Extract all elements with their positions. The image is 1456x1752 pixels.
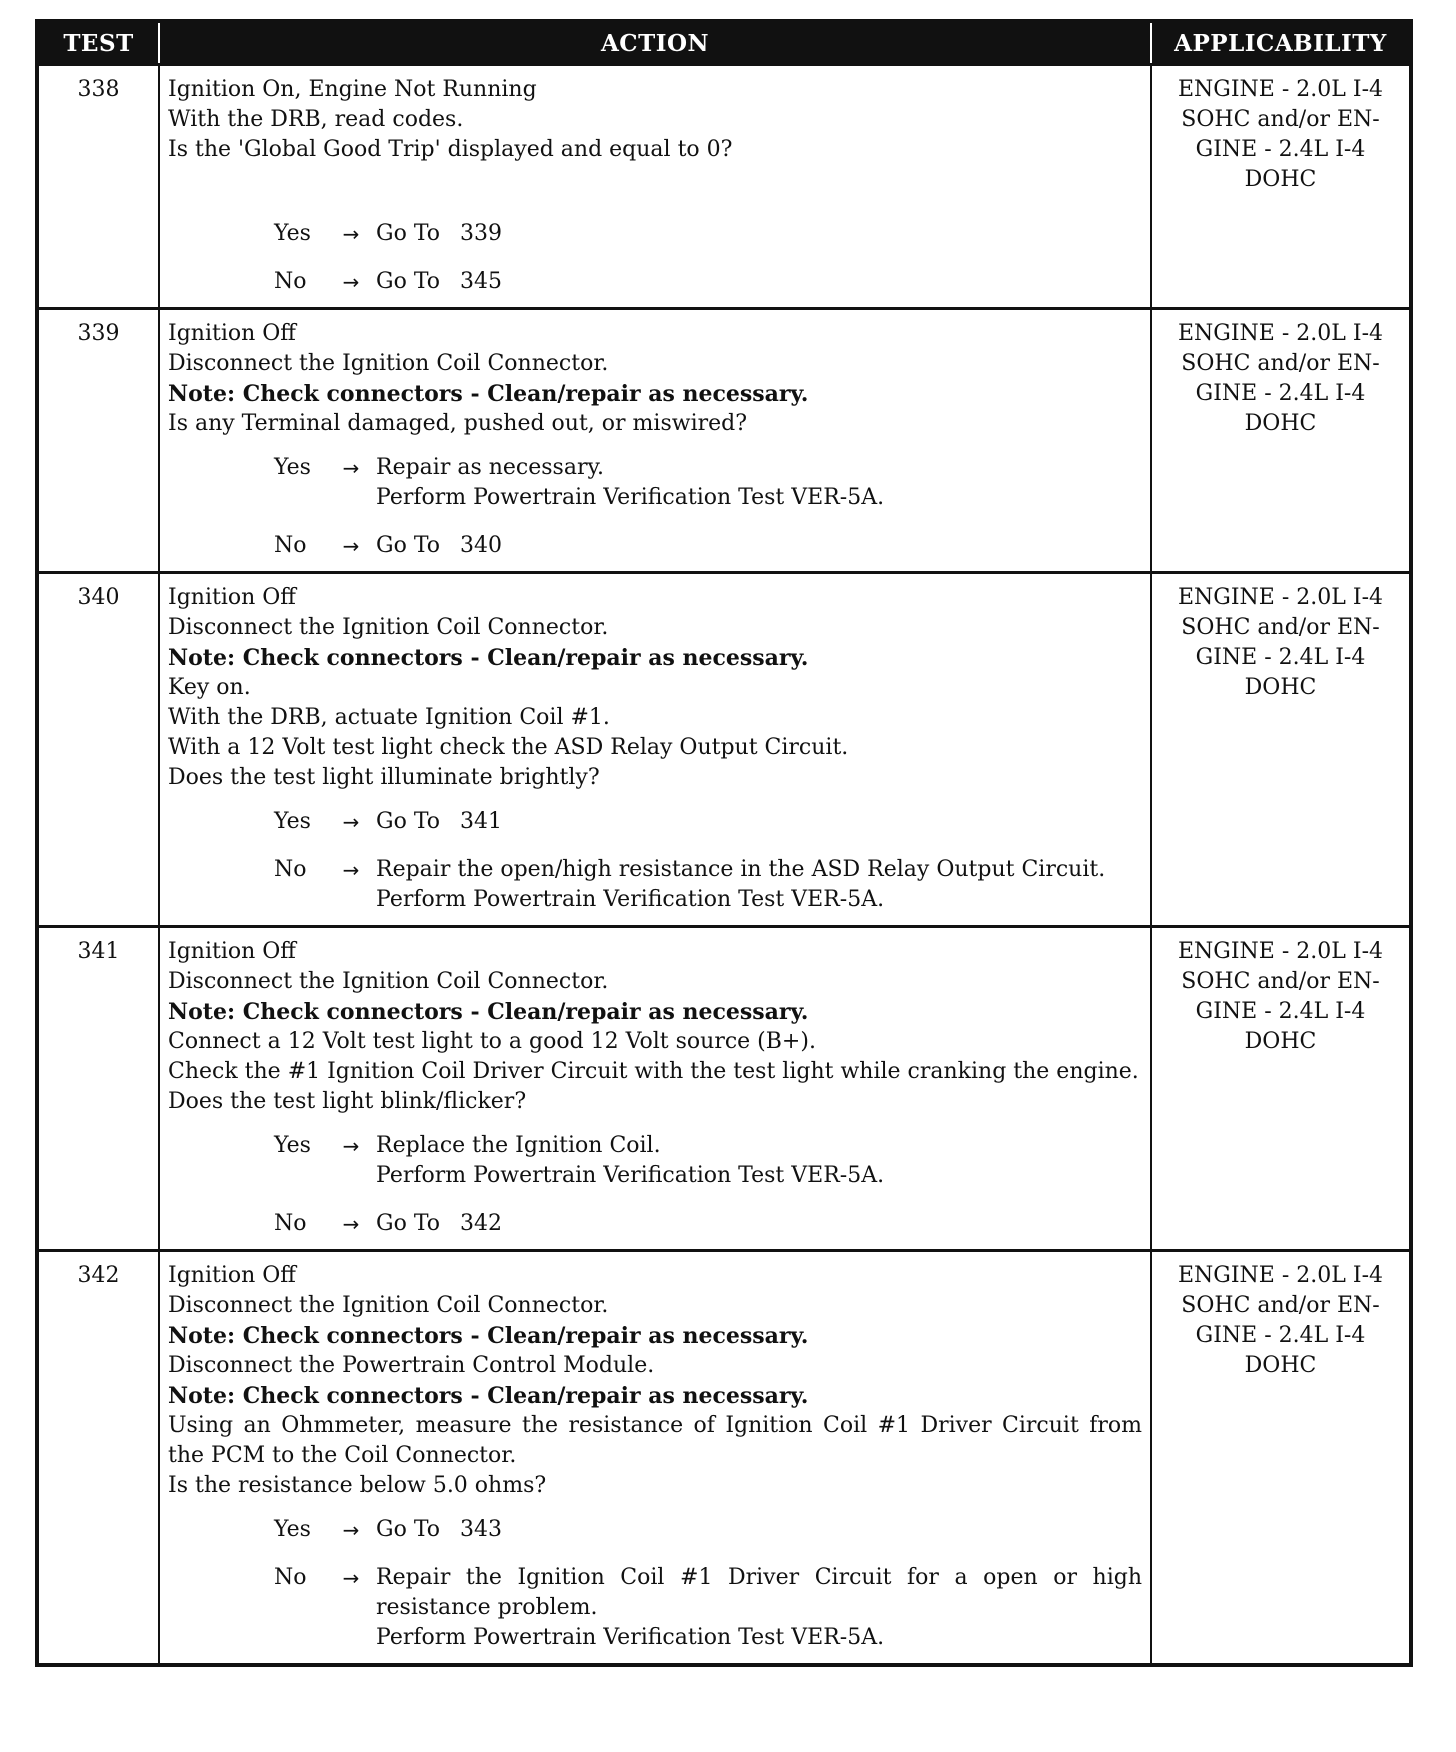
applicability-line: DOHC — [1244, 1353, 1317, 1378]
goto-text: Go To — [376, 221, 441, 246]
answer-block — [168, 453, 1142, 561]
test-number: 341 — [37, 927, 159, 1251]
action-step: Ignition Off — [168, 939, 296, 964]
action-step: Is any Terminal damaged, pushed out, or miswired? — [168, 411, 748, 436]
answer-no — [168, 1563, 1142, 1653]
right-arrow-icon: → — [342, 456, 360, 480]
answer-label: No — [274, 857, 307, 882]
applicability-line: DOHC — [1244, 675, 1317, 700]
applicability-cell — [1151, 1251, 1411, 1666]
applicability-line: GINE - 2.4L I-4 — [1195, 999, 1366, 1024]
test-number: 339 — [37, 309, 159, 573]
applicability-line: ENGINE - 2.0L I-4 — [1177, 77, 1383, 102]
right-arrow-icon: → — [342, 1134, 360, 1158]
applicability-line: SOHC and/or EN- — [1181, 351, 1380, 376]
table-row — [37, 573, 1411, 927]
action-step: Key on. — [168, 675, 251, 700]
result-instruction: Repair the open/high resistance in the ASD Relay Output Circuit. — [376, 857, 1106, 882]
answer-no — [168, 855, 1142, 915]
answer-label: No — [274, 533, 307, 558]
goto-test-link[interactable]: 341 — [460, 809, 503, 834]
answer-result — [376, 219, 1142, 249]
answer-yes — [168, 219, 1142, 249]
answer-block — [168, 807, 1142, 915]
answer-no — [168, 531, 1142, 561]
action-cell — [159, 927, 1151, 1251]
answer-block — [168, 219, 1142, 297]
answer-label: No — [274, 1565, 307, 1590]
action-step: Disconnect the Powertrain Control Module. — [168, 1353, 655, 1378]
applicability-line: GINE - 2.4L I-4 — [1195, 137, 1366, 162]
goto-test-link[interactable]: 339 — [460, 221, 503, 246]
result-instruction: Perform Powertrain Verification Test VER-5A. — [376, 1163, 885, 1188]
test-number: 340 — [37, 573, 159, 927]
goto-test-link[interactable]: 345 — [460, 269, 503, 294]
applicability-cell — [1151, 65, 1411, 309]
note-text: Note: Check connectors - Clean/repair as necessary. — [168, 1323, 809, 1349]
answer-label: No — [274, 269, 307, 294]
right-arrow-icon: → — [342, 1518, 360, 1542]
action-step: With the DRB, read codes. — [168, 107, 464, 132]
header-test: TEST — [37, 21, 159, 65]
applicability-line: ENGINE - 2.0L I-4 — [1177, 321, 1383, 346]
right-arrow-icon: → — [342, 1566, 360, 1590]
action-step: With a 12 Volt test light check the ASD Relay Output Circuit. — [168, 735, 849, 760]
answer-result — [376, 1131, 1142, 1191]
answer-result — [376, 453, 1142, 513]
test-number: 342 — [37, 1251, 159, 1666]
applicability-line: ENGINE - 2.0L I-4 — [1177, 585, 1383, 610]
table-body — [37, 65, 1411, 1666]
goto-text: Go To — [376, 269, 441, 294]
answer-label: Yes — [274, 221, 311, 246]
action-cell — [159, 1251, 1151, 1666]
applicability-line: SOHC and/or EN- — [1181, 615, 1380, 640]
table-row — [37, 65, 1411, 309]
goto-text: Go To — [376, 1211, 441, 1236]
answer-yes — [168, 807, 1142, 837]
applicability-line: ENGINE - 2.0L I-4 — [1177, 939, 1383, 964]
right-arrow-icon: → — [342, 222, 360, 246]
answer-yes — [168, 453, 1142, 513]
action-step: Disconnect the Ignition Coil Connector. — [168, 615, 609, 640]
action-cell — [159, 573, 1151, 927]
goto-test-link[interactable]: 343 — [460, 1517, 503, 1542]
diagnostic-procedure-page — [35, 19, 1409, 1667]
answer-result — [376, 1515, 1142, 1545]
applicability-line: ENGINE - 2.0L I-4 — [1177, 1263, 1383, 1288]
answer-no — [168, 1209, 1142, 1239]
right-arrow-icon: → — [342, 270, 360, 294]
header-applicability: APPLICABILITY — [1151, 21, 1411, 65]
action-step: Ignition On, Engine Not Running — [168, 77, 537, 102]
goto-text: Go To — [376, 1517, 441, 1542]
applicability-line: SOHC and/or EN- — [1181, 1293, 1380, 1318]
right-arrow-icon: → — [342, 858, 360, 882]
note-text: Note: Check connectors - Clean/repair as necessary. — [168, 999, 809, 1025]
answer-label: Yes — [274, 455, 311, 480]
table-row — [37, 1251, 1411, 1666]
action-step: Disconnect the Ignition Coil Connector. — [168, 969, 609, 994]
applicability-line: DOHC — [1244, 411, 1317, 436]
applicability-cell — [1151, 927, 1411, 1251]
table-row — [37, 309, 1411, 573]
action-step: Ignition Off — [168, 1263, 296, 1288]
action-step: Check the #1 Ignition Coil Driver Circuit with the test light while cranking the engine. — [168, 1059, 1139, 1084]
result-instruction: Perform Powertrain Verification Test VER-5A. — [376, 485, 885, 510]
table-row — [37, 927, 1411, 1251]
goto-text: Go To — [376, 809, 441, 834]
answer-block — [168, 1131, 1142, 1239]
answer-result — [376, 807, 1142, 837]
answer-label: Yes — [274, 809, 311, 834]
note-text: Note: Check connectors - Clean/repair as necessary. — [168, 381, 809, 407]
note-text: Note: Check connectors - Clean/repair as necessary. — [168, 1383, 809, 1409]
goto-text: Go To — [376, 533, 441, 558]
answer-result — [376, 267, 1142, 297]
action-cell — [159, 65, 1151, 309]
action-cell — [159, 309, 1151, 573]
applicability-line: SOHC and/or EN- — [1181, 969, 1380, 994]
action-step: Disconnect the Ignition Coil Connector. — [168, 1293, 609, 1318]
action-step: Is the resistance below 5.0 ohms? — [168, 1473, 547, 1498]
applicability-line: GINE - 2.4L I-4 — [1195, 1323, 1366, 1348]
answer-result — [376, 531, 1142, 561]
header-action: ACTION — [159, 21, 1151, 65]
answer-label: No — [274, 1211, 307, 1236]
answer-result — [376, 855, 1142, 915]
applicability-line: DOHC — [1244, 167, 1317, 192]
table-header-row — [37, 21, 1411, 65]
answer-yes — [168, 1515, 1142, 1545]
action-step: Is the 'Global Good Trip' displayed and equal to 0? — [168, 137, 733, 162]
test-number: 338 — [37, 65, 159, 309]
right-arrow-icon: → — [342, 810, 360, 834]
result-instruction: Perform Powertrain Verification Test VER-5A. — [376, 887, 885, 912]
applicability-line: SOHC and/or EN- — [1181, 107, 1380, 132]
applicability-cell — [1151, 573, 1411, 927]
action-step: Ignition Off — [168, 321, 296, 346]
applicability-line: DOHC — [1244, 1029, 1317, 1054]
goto-test-link[interactable]: 342 — [460, 1211, 503, 1236]
answer-result — [376, 1563, 1142, 1653]
action-step: Disconnect the Ignition Coil Connector. — [168, 351, 609, 376]
action-step: Using an Ohmmeter, measure the resistance of Ignition Coil #1 Driver Circuit from the PCM to the Coil Connector. — [168, 1413, 1142, 1468]
goto-test-link[interactable]: 340 — [460, 533, 503, 558]
answer-yes — [168, 1131, 1142, 1191]
result-instruction: Replace the Ignition Coil. — [376, 1133, 661, 1158]
applicability-line: GINE - 2.4L I-4 — [1195, 381, 1366, 406]
answer-result — [376, 1209, 1142, 1239]
right-arrow-icon: → — [342, 1212, 360, 1236]
answer-label: Yes — [274, 1133, 311, 1158]
note-text: Note: Check connectors - Clean/repair as necessary. — [168, 645, 809, 671]
result-instruction: Perform Powertrain Verification Test VER-5A. — [376, 1625, 885, 1650]
diagnostic-test-table — [35, 19, 1413, 1667]
action-step: Connect a 12 Volt test light to a good 12 Volt source (B+). — [168, 1029, 816, 1054]
action-step: Ignition Off — [168, 585, 296, 610]
result-instruction: Repair as necessary. — [376, 455, 604, 480]
action-step: Does the test light illuminate brightly? — [168, 765, 600, 790]
answer-block — [168, 1515, 1142, 1653]
applicability-cell — [1151, 309, 1411, 573]
result-instruction: Repair the Ignition Coil #1 Driver Circuit for a open or high resistance problem. — [376, 1565, 1142, 1620]
right-arrow-icon: → — [342, 534, 360, 558]
action-step: Does the test light blink/flicker? — [168, 1089, 527, 1114]
action-step: With the DRB, actuate Ignition Coil #1. — [168, 705, 610, 730]
answer-no — [168, 267, 1142, 297]
applicability-line: GINE - 2.4L I-4 — [1195, 645, 1366, 670]
answer-label: Yes — [274, 1517, 311, 1542]
